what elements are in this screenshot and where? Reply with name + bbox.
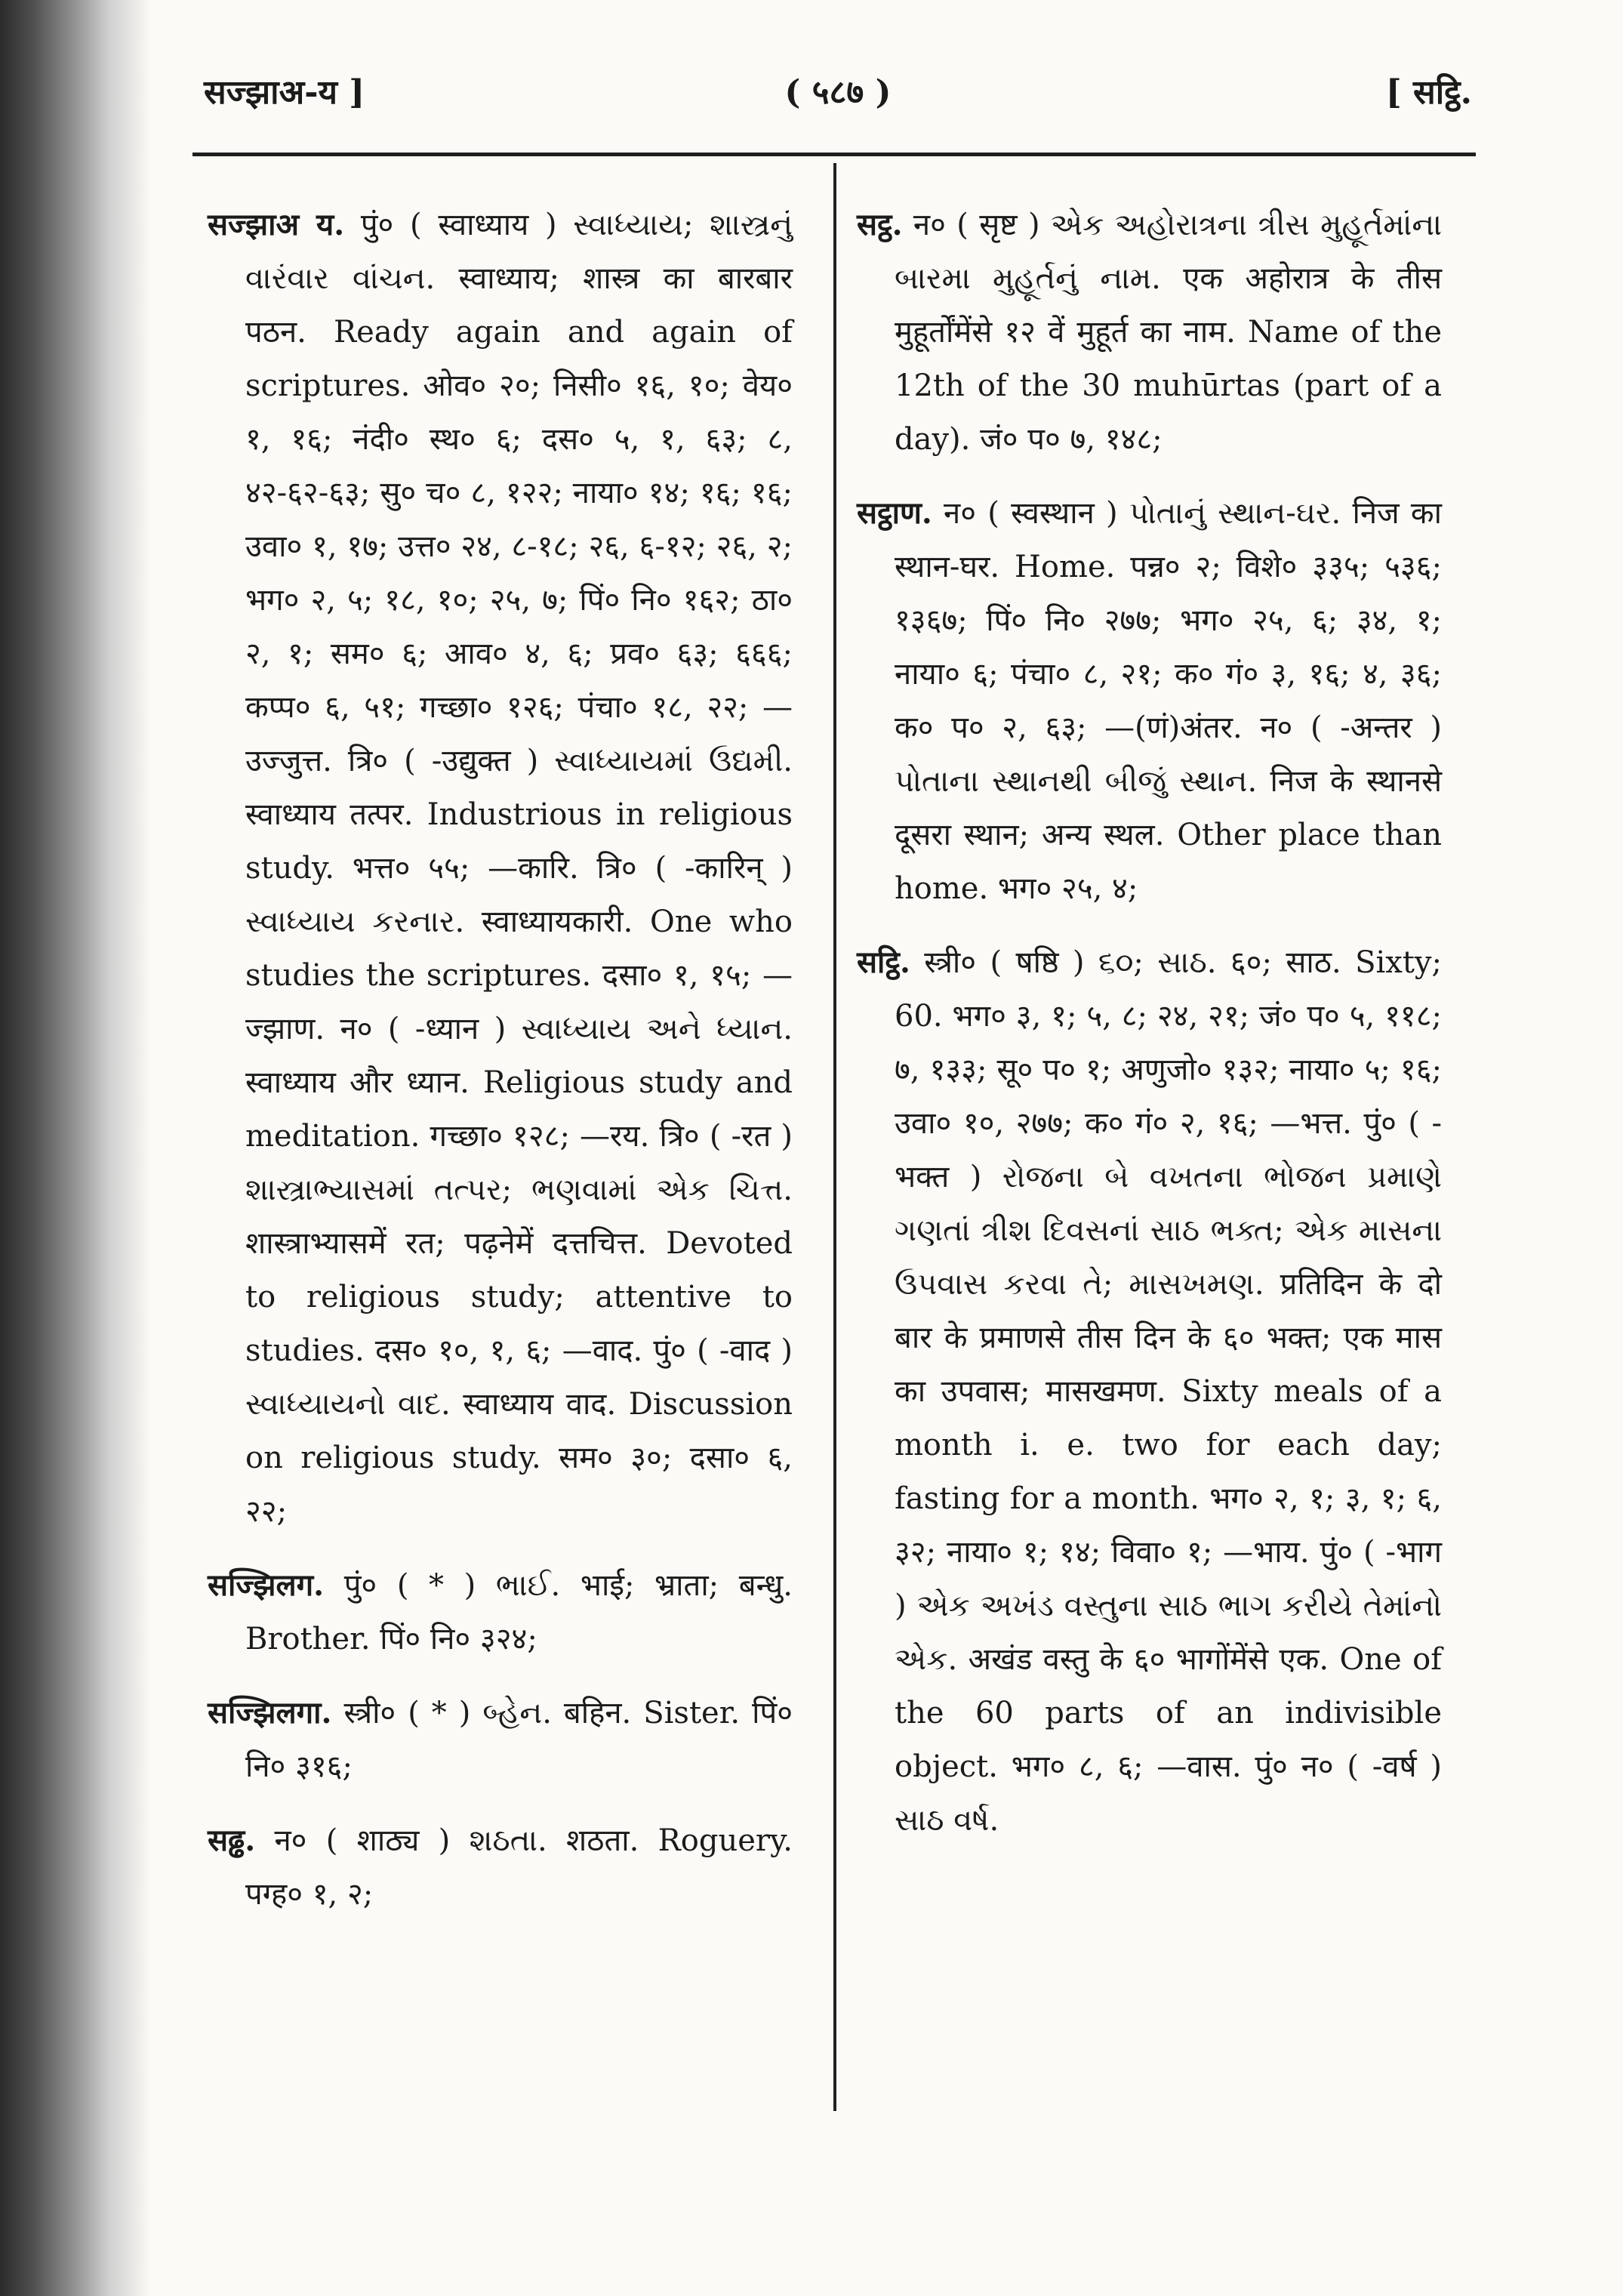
entry-headword: सज्झिलगा. [208,1695,332,1730]
entry-body: स्त्री० ( षष्ठि ) ૬૦; સાઠ. ६०; साठ. Sixty; 60. भग० ३, १; ५, ८; २४, २१; जं० प० ५, ११८; ७, १३३; सू० प० १; अणुजो० १३२; नाया० ५; १६; उवा० १०, २७७; क० गं० २, १६; —भत्त. पुं० ( -भक्त ) રોજના બે વખતના ભોજન પ્રમાણે ગણતાં ત્રીશ દિવસનાં સાઠ ભક્ત; એક માસના ઉપવાસ કરવા તે; માસખમણ. प्रतिदिन के दो बार के प्रमाणसे तीस दिन के ६० भक्त; एक मास का उपवास; मासखमण. Sixty meals of a month i. e. two for each day; fasting for a month. भग० २, १; ३, १; ६, ३२; नाया० १; १४; विवा० १; —भाय. पुं० ( -भाग ) એક અખંડ વસ્તુના સાઠ ભાગ કરીયે તેમાંનો એક. अखंड वस्तु के ६० भागोंमेंसे एक. One of the 60 parts of an indivisible object. भग० ८, ६; —वास. पुं० न० ( -वर्ष ) સાઠ વર્ષ. [895,945,1442,1838]
entry-body: न० ( स्वस्थान ) પોતાનું સ્થાન-ઘર. निज का स्थान-घर. Home. पन्न० २; विशे० ३३५; ५३६; १३६७; पिं० नि० २७७; भग० २५, ६; ३४, १; नाया० ६; पंचा० ८, २१; क० गं० ३, १६; ४, ३६; क० प० २, ६३; —(णं)अंतर. न० ( -अन्तर ) પોતાના સ્થાનથી બીજું સ્થાન. निज के स्थानसे दूसरा स्थान; अन्य स्थल. Other place than home. भग० २५, ४; [895,496,1443,906]
entry-body: पुं० ( * ) ભાઈ. भाई; भ्राता; बन्धु. Brother. पिं० नि० ३२४; [245,1568,793,1657]
dictionary-entry [208,198,793,1539]
dictionary-entry [857,486,1442,916]
dictionary-entry [857,198,1442,467]
dictionary-entry [857,935,1442,1848]
right-column [857,198,1442,1867]
entry-headword: सज्झिलग. [208,1567,325,1603]
header-left-guideword: सज्झाअ-य ] [204,73,365,112]
dictionary-entry [208,1814,793,1922]
header-rule [192,153,1476,156]
entry-headword: सज्झाअ य. [208,207,345,242]
header-right-guideword: [ सट्ठि. [1385,73,1472,112]
left-column [208,198,793,1941]
entry-headword: सट्ठ. [857,207,903,242]
dictionary-entry [208,1558,793,1666]
book-binding-shadow [0,0,151,2296]
page-header [204,68,1472,128]
entry-headword: सट्ठाण. [857,495,932,531]
column-divider [833,163,836,2111]
entry-body: स्त्री० ( * ) બ્હેન. बहिन. Sister. पिं० नि० ३१६; [245,1696,793,1784]
page-number: ( ५८७ ) [784,73,892,112]
entry-body: पुं० ( स्वाध्याय ) સ્વાધ્યાય; શાસ્ત્રનું વારંવાર વાંચન. स्वाध्याय; शास्त्र का बारबार पठन. Ready again and again of scriptures. ओव० २०; निसी० १६, १०; वेय० १, १६; नंदी० स्थ० ६; दस० ५, १, ६३; ८, ४२-६२-६३; सु० च० ८, १२२; नाया० १४; १६; १६; उवा० १, १७; उत्त० २४, ८-१८; २६, ६-१२; २६, २; भग० २, ५; १८, १०; २५, ७; पिं० नि० १६२; ठा० २, १; सम० ६; आव० ४, ६; प्रव० ६३; ६६६; कप्प० ६, ५१; गच्छा० १२६; पंचा० १८, २२; —उज्जुत्त. त्रि० ( -उद्युक्त ) સ્વાધ્યાયમાં ઉદ્યમી. स्वाध्याय तत्पर. Industrious in religious study. भत्त० ५५; —कारि. त्रि० ( -कारिन् ) સ્વાધ્યાય કરનાર. स्वाध्यायकारी. One who studies the scriptures. दसा० १, १५; —ज्झाण. न० ( -ध्यान ) સ્વાધ્યાય અને ધ્યાન. स्वाध्याय और ध्यान. Religious study and meditation. गच्छा० १२८; —रय. त्रि० ( -रत ) શાસ્ત્રાભ્યાસમાં તત્પર; ભણવામાં એક ચિત્ત. शास्त्राभ्यासमें रत; पढ़नेमें दत्तचित्त. Devoted to religious study; attentive to studies. दस० १०, १, ६; —वाद. पुं० ( -वाद ) સ્વાધ્યાયનો વાદ. स्वाध्याय वाद. Discussion on religious study. सम० ३०; दसा० ६, २२; [245,208,793,1529]
entry-headword: सढ्ढ. [208,1823,256,1858]
entry-headword: सट्ठि. [857,945,910,980]
dictionary-entry [208,1686,793,1794]
entry-body: न० ( शाठ्य ) શઠતા. शठता. Roguery. पग्ह० १, २; [245,1823,793,1912]
entry-body: न० ( सृष्ट ) એક અહોરાત્રના ત્રીસ મુહૂર્તમાંના બારમા મુહૂર્તનું નામ. एक अहोरात्र के तीस मुहूर्तोंमेंसे १२ वें मुहूर्त का नाम. Name of the 12th of the 30 muhūrtas (part of a day). जं० प० ७, १४८; [895,208,1443,457]
